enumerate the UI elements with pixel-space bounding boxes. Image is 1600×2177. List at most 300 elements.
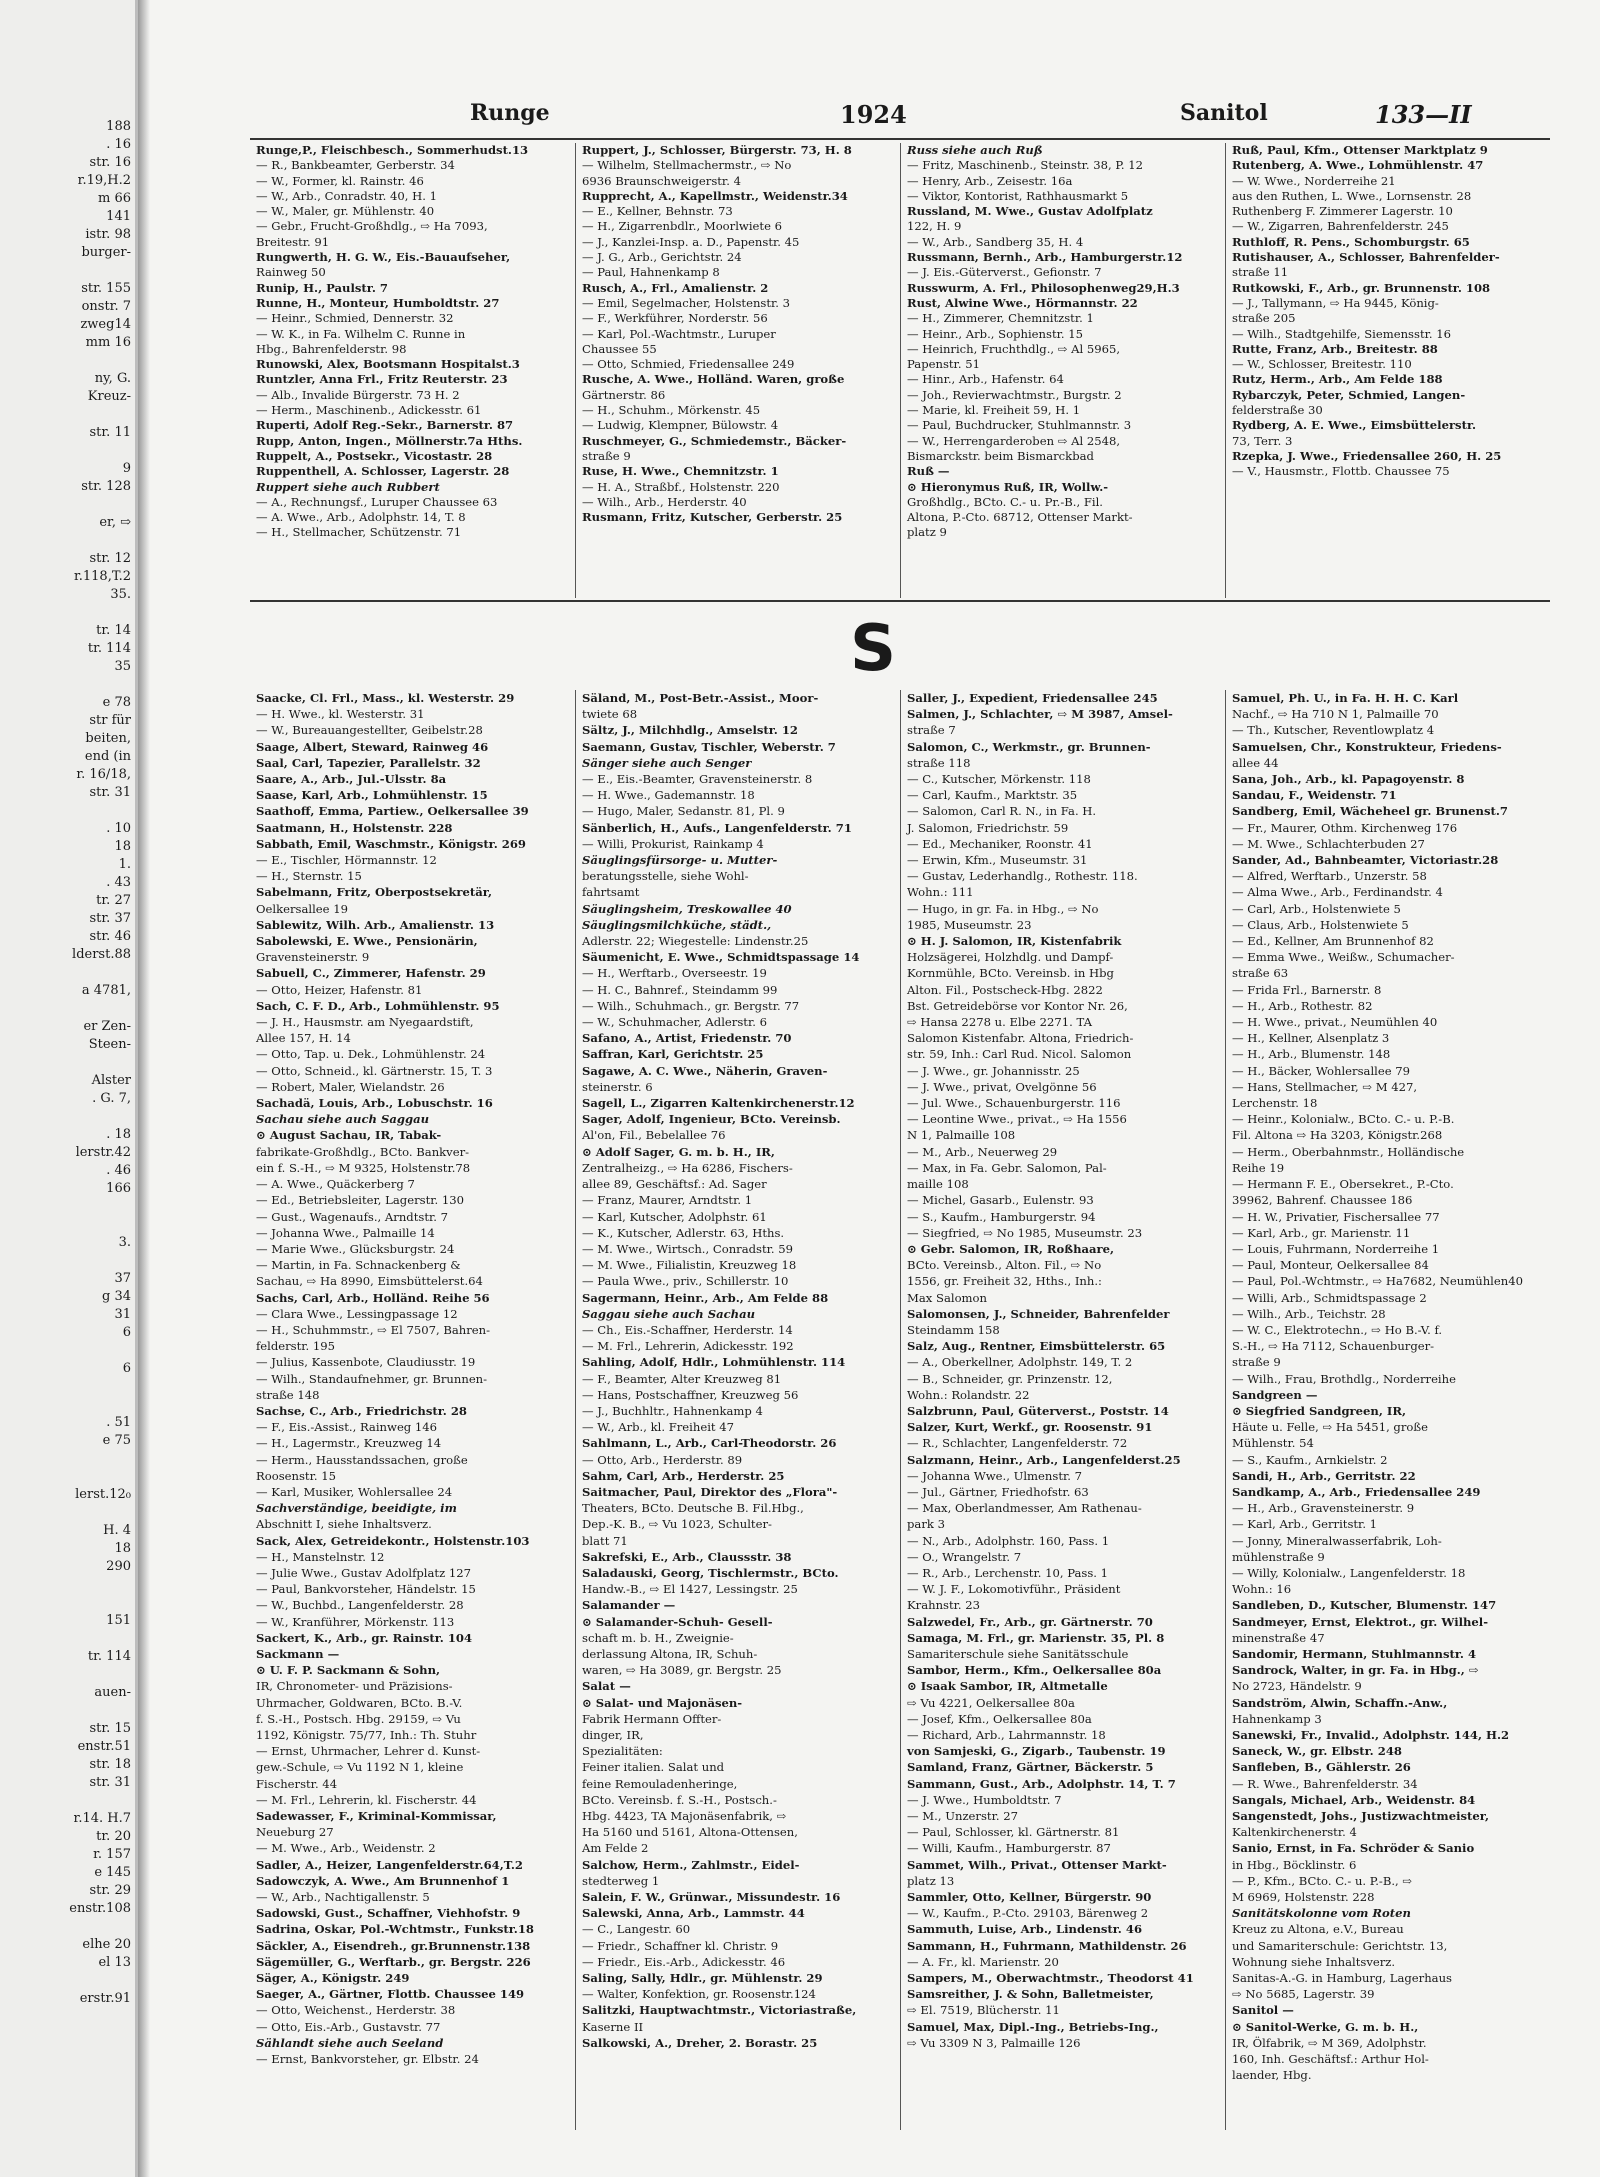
header-right-keyword: Sanitol: [1180, 100, 1268, 126]
directory-entry-line: — Carl, Arb., Holstenwiete 5: [1232, 901, 1401, 916]
directory-entry-line: Saathoff, Emma, Partiew., Oelkersallee 39: [256, 804, 529, 819]
directory-entry-line: straße 7: [907, 723, 956, 738]
directory-entry-line: Wohn.: Rolandstr. 22: [907, 1387, 1030, 1402]
directory-entry-line: — Alb., Invalide Bürgerstr. 73 H. 2: [256, 387, 460, 402]
directory-entry-line: — E., Kellner, Behnstr. 73: [582, 204, 733, 219]
directory-entry-line: Salzmann, Heinr., Arb., Langenfelderst.25: [907, 1452, 1181, 1467]
directory-entry-line: Sackmann —: [256, 1646, 340, 1661]
directory-entry-line: — Salomon, Carl R. N., in Fa. H.: [907, 804, 1097, 819]
prev-page-line: 31: [114, 1307, 131, 1322]
directory-entry-line: — Gust., Wagenaufs., Arndtstr. 7: [256, 1209, 449, 1224]
directory-entry-line: — S., Kaufm., Hamburgerstr. 94: [907, 1209, 1096, 1224]
directory-entry-line: ⊙ Gebr. Salomon, IR, Roßhaare,: [907, 1241, 1115, 1256]
directory-entry-line: Adlerstr. 22; Wiegestelle: Lindenstr.25: [582, 934, 809, 949]
directory-entry-line: ein f. S.-H., ⇨ M 9325, Holstenstr.78: [256, 1160, 471, 1175]
directory-entry-line: Sakrefski, E., Arb., Claussstr. 38: [582, 1549, 792, 1564]
directory-entry-line: — Wilh., Arb., Teichstr. 28: [1232, 1306, 1386, 1321]
prev-page-line: [0, 1252, 135, 1270]
prev-page-line: [0, 1702, 135, 1720]
directory-entry-line: Ruppenthell, A. Schlosser, Lagerstr. 28: [256, 464, 510, 479]
prev-page-line: e 75: [102, 1433, 131, 1448]
prev-page-line: 9: [122, 461, 131, 476]
prev-page-line: enstr.108: [69, 1901, 131, 1916]
directory-entry-line: Runtzler, Anna Frl., Fritz Reuterstr. 23: [256, 372, 508, 387]
directory-entry-line: Steindamm 158: [907, 1322, 1000, 1337]
prev-page-line: m 66: [97, 191, 131, 206]
prev-page-line: 37: [114, 1271, 131, 1286]
prev-page-line: [0, 604, 135, 622]
directory-entry-line: Runge,P., Fleischbesch., Sommerhudst.13: [256, 143, 529, 157]
directory-entry-line: — C., Kutscher, Mörkenstr. 118: [907, 772, 1091, 787]
directory-entry-line: — Friedr., Schaffner kl. Christr. 9: [582, 1938, 779, 1953]
prev-page-line: r. 157: [93, 1847, 131, 1862]
directory-entry-line: — Paula Wwe., priv., Schillerstr. 10: [582, 1274, 789, 1289]
directory-entry-line: — H. Wwe., privat., Neumühlen 40: [1232, 1015, 1438, 1030]
prev-page-line: [0, 1594, 135, 1612]
directory-entry-line: straße 205: [1232, 311, 1296, 326]
directory-entry-line: Am Felde 2: [582, 1841, 649, 1856]
directory-entry-line: Rutenberg, A. Wwe., Lohmühlenstr. 47: [1232, 158, 1484, 173]
directory-entry-line: — J., Tallymann, ⇨ Ha 9445, König-: [1232, 295, 1439, 310]
directory-entry-line: Nachf., ⇨ Ha 710 N 1, Palmaille 70: [1232, 707, 1439, 722]
directory-entry-line: — Siegfried, ⇨ No 1985, Museumstr. 23: [907, 1225, 1143, 1240]
directory-entry-line: Säger, A., Königstr. 249: [256, 1971, 410, 1986]
directory-entry-line: — H. A., Straßbf., Holstenstr. 220: [582, 479, 780, 494]
directory-entry-line: — Willy, Kolonialw., Langenfelderstr. 18: [1232, 1565, 1466, 1580]
directory-entry-line: ⊙ Salat- und Majonäsen-: [582, 1695, 743, 1710]
directory-entry-line: Rzepka, J. Wwe., Friedensallee 260, H. 25: [1232, 448, 1502, 463]
directory-entry-line: — W., Kranführer, Mörkenstr. 113: [256, 1614, 455, 1629]
prev-page-line: str. 37: [89, 911, 131, 926]
prev-page-line: 6: [122, 1361, 131, 1376]
directory-entry-line: N 1, Palmaille 108: [907, 1128, 1016, 1143]
prev-page-line: istr. 98: [85, 227, 131, 242]
directory-entry-line: Sangenstedt, Johs., Justizwachtmeister,: [1232, 1809, 1490, 1824]
directory-entry-line: ⇨ Vu 3309 N 3, Palmaille 126: [907, 2035, 1081, 2050]
top-entries-block: [250, 143, 1550, 598]
prev-page-line: mm 16: [85, 335, 131, 350]
directory-entry-line: — M., Unzerstr. 27: [907, 1809, 1018, 1824]
directory-entry-line: — Ed., Betriebsleiter, Lagerstr. 130: [256, 1193, 464, 1208]
prev-page-line: tr. 114: [87, 641, 131, 656]
directory-entry-line: — Alma Wwe., Arb., Ferdinandstr. 4: [1232, 885, 1443, 900]
prev-page-line: [0, 964, 135, 982]
top_columns-column-2: [575, 143, 897, 598]
directory-entry-line: Altona, P.-Cto. 68712, Ottenser Markt-: [907, 510, 1133, 525]
directory-entry-line: — Otto, Tap. u. Dek., Lohmühlenstr. 24: [256, 1047, 486, 1062]
directory-entry-line: — Th., Kutscher, Reventlowplatz 4: [1232, 723, 1435, 738]
directory-entry-line: Sagermann, Heinr., Arb., Am Felde 88: [582, 1290, 829, 1305]
prev-page-line: 3.: [118, 1235, 131, 1250]
directory-entry-line: — Heinr., Schmied, Dennerstr. 32: [256, 311, 454, 326]
directory-entry-line: 6936 Braunschweigerstr. 4: [582, 173, 741, 188]
directory-entry-line: Runowski, Alex, Bootsmann Hospitalst.3: [256, 357, 520, 372]
prev-page-line: r.14. H.7: [73, 1811, 131, 1826]
directory-entry-line: — F., Beamter, Alter Kreuzweg 81: [582, 1371, 782, 1386]
directory-entry-line: — J. Eis.-Güterverst., Gefionstr. 7: [907, 265, 1102, 280]
directory-entry-line: 1556, gr. Freiheit 32, Hths., Inh.:: [907, 1274, 1102, 1289]
directory-entry-line: — Walter, Konfektion, gr. Roosenstr.124: [582, 1987, 816, 2002]
directory-entry-line: Zentralheizg., ⇨ Ha 6286, Fischers-: [582, 1160, 793, 1175]
directory-entry-line: — P., Kfm., BCto. C.- u. P.-B., ⇨: [1232, 1873, 1413, 1888]
prev-page-line: [0, 1450, 135, 1468]
directory-entry-line: Sanitol —: [1232, 2003, 1294, 2018]
directory-entry-line: Sadrina, Oskar, Pol.-Wchtmstr., Funkstr.18: [256, 1922, 534, 1937]
prev-page-line: str. 12: [89, 551, 131, 566]
directory-entry-line: Lerchenstr. 18: [1232, 1096, 1318, 1111]
directory-entry-line: park 3: [907, 1517, 945, 1532]
directory-entry-line: — A. Wwe., Quäckerberg 7: [256, 1177, 415, 1192]
directory-entry-line: straße 9: [582, 448, 631, 463]
directory-entry-line: Salzbrunn, Paul, Güterverst., Poststr. 14: [907, 1403, 1169, 1418]
prev-page-line: 188: [106, 119, 131, 134]
directory-entry-line: — Alfred, Werftarb., Unzerstr. 58: [1232, 869, 1427, 884]
directory-entry-line: — S., Kaufm., Arnkielstr. 2: [1232, 1452, 1388, 1467]
directory-entry-line: — Carl, Kaufm., Marktstr. 35: [907, 788, 1078, 803]
prev-page-line: 290: [106, 1559, 131, 1574]
prev-page-line: 35.: [110, 587, 131, 602]
directory-entry-line: — Jul., Gärtner, Friedhofstr. 63: [907, 1484, 1089, 1499]
directory-entry-line: Rust, Alwine Wwe., Hörmannstr. 22: [907, 295, 1138, 310]
directory-entry-line: — Wilh., Frau, Brothdlg., Norderreihe: [1232, 1371, 1456, 1386]
directory-entry-line: Rupp, Anton, Ingen., Möllnerstr.7a Hths.: [256, 433, 523, 448]
prev-page-line: er, ⇨: [99, 515, 131, 530]
directory-entry-line: — Michel, Gasarb., Eulenstr. 93: [907, 1193, 1094, 1208]
directory-entry-line: — Paul, Schlosser, kl. Gärtnerstr. 81: [907, 1825, 1120, 1840]
prev-page-line: [0, 802, 135, 820]
prev-page-line: . 43: [106, 875, 131, 890]
directory-entry-line: — Wilh., Schuhmach., gr. Bergstr. 77: [582, 998, 800, 1013]
directory-entry-line: Sahlmann, L., Arb., Carl-Theodorstr. 26: [582, 1436, 837, 1451]
directory-entry-line: Wohnung siehe Inhaltsverz.: [1232, 1954, 1396, 1969]
directory-entry-line: twiete 68: [582, 707, 638, 722]
directory-entry-line: Ruppelt, A., Postsekr., Vicostastr. 28: [256, 448, 493, 463]
directory-entry-line: mühlenstraße 9: [1232, 1549, 1325, 1564]
directory-entry-line: straße 11: [1232, 265, 1289, 280]
directory-entry-line: — Claus, Arb., Holstenwiete 5: [1232, 917, 1409, 932]
directory-entry-line: — Karl, Arb., Gerritstr. 1: [1232, 1517, 1378, 1532]
directory-entry-line: Sadowczyk, A. Wwe., Am Brunnenhof 1: [256, 1873, 510, 1888]
directory-entry-line: allee 89, Geschäftsf.: Ad. Sager: [582, 1177, 767, 1192]
directory-entry-line: — O., Wrangelstr. 7: [907, 1549, 1022, 1564]
directory-entry-line: — W. J. F., Lokomotivführ., Präsident: [907, 1582, 1121, 1597]
directory-entry-line: — Otto, Weichenst., Herderstr. 38: [256, 2003, 456, 2018]
directory-entry-line: — H., Zigarrenbdlr., Moorlwiete 6: [582, 219, 782, 234]
prev-page-line: enstr.51: [77, 1739, 131, 1754]
prev-page-line: str. 46: [89, 929, 131, 944]
prev-page-line: Kreuz-: [87, 389, 131, 404]
directory-entry-line: Saneck, W., gr. Elbstr. 248: [1232, 1744, 1402, 1759]
directory-entry-line: ⇨ Vu 4221, Oelkersallee 80a: [907, 1695, 1075, 1710]
directory-entry-line: ⊙ Isaak Sambor, IR, Altmetalle: [907, 1679, 1108, 1694]
directory-entry-line: — Marie Wwe., Glücksburgstr. 24: [256, 1241, 455, 1256]
prev-page-line: [0, 352, 135, 370]
directory-entry-line: Großhdlg., BCto. C.- u. Pr.-B., Fil.: [907, 494, 1103, 509]
directory-entry-line: Ha 5160 und 5161, Altona-Ottensen,: [582, 1825, 798, 1840]
directory-entry-line: fabrikate-Großhdlg., BCto. Bankver-: [256, 1144, 470, 1159]
s_columns-column-2: [575, 690, 897, 2130]
directory-entry-line: Salkowski, A., Dreher, 2. Borastr. 25: [582, 2035, 818, 2050]
directory-entry-line: Sachau, ⇨ Ha 8990, Eimsbüttelerst.64: [256, 1274, 483, 1289]
directory-entry-line: — Wilh., Stadtgehilfe, Siemensstr. 16: [1232, 326, 1451, 341]
directory-entry-line: Sahling, Adolf, Hdlr., Lohmühlenstr. 114: [582, 1355, 846, 1370]
directory-entry-line: — Karl, Arb., gr. Marienstr. 11: [1232, 1225, 1411, 1240]
directory-entry-line: — Julius, Kassenbote, Claudiusstr. 19: [256, 1355, 476, 1370]
directory-entry-line: aus den Ruthen, L. Wwe., Lornsenstr. 28: [1232, 188, 1472, 203]
directory-entry-line: — Herm., Oberbahnmstr., Holländische: [1232, 1144, 1465, 1159]
directory-entry-line: Breitestr. 91: [256, 234, 330, 249]
directory-entry-line: Roosenstr. 15: [256, 1468, 336, 1483]
prev-page-line: . 16: [106, 137, 131, 152]
directory-entry-line: Säuglingsfürsorge- u. Mutter-: [582, 853, 778, 868]
directory-entry-line: — Paul, Monteur, Oelkersallee 84: [1232, 1258, 1429, 1273]
directory-entry-line: maille 108: [907, 1177, 969, 1192]
directory-entry-line: — Ed., Kellner, Am Brunnenhof 82: [1232, 934, 1434, 949]
directory-entry-line: Sachse, C., Arb., Friedrichstr. 28: [256, 1403, 467, 1418]
directory-entry-line: — H. Wwe., kl. Westerstr. 31: [256, 707, 425, 722]
directory-entry-line: — W., Schlosser, Breitestr. 110: [1232, 357, 1412, 372]
directory-entry-line: — H., Sternstr. 15: [256, 869, 362, 884]
prev-page-line: str für: [89, 713, 131, 728]
header-rule: [250, 138, 1550, 140]
directory-entry-line: — H., Werftarb., Overseestr. 19: [582, 966, 767, 981]
directory-entry-line: Salzer, Kurt, Werkf., gr. Roosenstr. 91: [907, 1420, 1153, 1435]
directory-entry-line: — R., Bankbeamter, Gerberstr. 34: [256, 158, 455, 173]
directory-entry-line: — Ch., Eis.-Schaffner, Herderstr. 14: [582, 1322, 793, 1337]
directory-entry-line: Bst. Getreidebörse vor Kontor Nr. 26,: [907, 998, 1128, 1013]
prev-page-line: Alster: [91, 1073, 131, 1088]
directory-entry-line: — Friedr., Eis.-Arb., Adickesstr. 46: [582, 1954, 786, 1969]
section-rule: [250, 600, 1550, 602]
directory-entry-line: — M. Frl., Lehrerin, Adickesstr. 192: [582, 1339, 794, 1354]
directory-entry-line: — Fritz, Maschinenb., Steinstr. 38, P. 12: [907, 158, 1143, 173]
directory-entry-line: — Fr., Maurer, Othm. Kirchenweg 176: [1232, 820, 1458, 835]
directory-entry-line: — Karl, Musiker, Wohlersallee 24: [256, 1484, 453, 1499]
directory-entry-line: blatt 71: [582, 1533, 628, 1548]
directory-entry-line: Sahm, Carl, Arb., Herderstr. 25: [582, 1468, 785, 1483]
directory-entry-line: — M. Wwe., Arb., Weidenstr. 2: [256, 1841, 436, 1856]
prev-page-line: 1.: [118, 857, 131, 872]
prev-page-line: er Zen-: [83, 1019, 131, 1034]
directory-entry-line: steinerstr. 6: [582, 1079, 653, 1094]
directory-entry-line: — H., Lagermstr., Kreuzweg 14: [256, 1436, 442, 1451]
prev-page-line: [0, 1378, 135, 1396]
directory-entry-line: — Otto, Eis.-Arb., Gustavstr. 77: [256, 2019, 441, 2034]
directory-entry-line: Sanio, Ernst, in Fa. Schröder & Sanio: [1232, 1841, 1475, 1856]
directory-entry-line: Salz, Aug., Rentner, Eimsbüttelerstr. 65: [907, 1339, 1166, 1354]
directory-entry-line: No 2723, Händelstr. 9: [1232, 1679, 1362, 1694]
directory-entry-line: Fil. Altona ⇨ Ha 3203, Königstr.268: [1232, 1128, 1443, 1143]
prev-page-line: [0, 676, 135, 694]
directory-entry-line: Hbg., Bahrenfelderstr. 98: [256, 341, 407, 356]
directory-entry-line: Oelkersallee 19: [256, 901, 348, 916]
directory-entry-line: Hahnenkamp 3: [1232, 1711, 1322, 1726]
directory-entry-line: Ruthenberg F. Zimmerer Lagerstr. 10: [1232, 204, 1453, 219]
directory-entry-line: Sadler, A., Heizer, Langenfelderstr.64,T.2: [256, 1857, 523, 1872]
directory-entry-line: Rusche, A. Wwe., Holländ. Waren, große: [582, 372, 845, 387]
prev-page-line: str. 11: [89, 425, 131, 440]
directory-entry-line: — W., Kaufm., P.-Cto. 29103, Bärenweg 2: [907, 1906, 1149, 1921]
directory-entry-line: — Clara Wwe., Lessingpassage 12: [256, 1306, 458, 1321]
directory-entry-line: ⊙ Adolf Sager, G. m. b. H., IR,: [582, 1144, 775, 1159]
directory-entry-line: allee 44: [1232, 755, 1279, 770]
directory-entry-line: Gravensteinerstr. 9: [256, 950, 370, 965]
directory-entry-line: — B., Schneider, gr. Prinzenstr. 12,: [907, 1371, 1113, 1386]
directory-entry-line: Saatmann, H., Holstenstr. 228: [256, 820, 453, 835]
directory-entry-line: Sandrock, Walter, in gr. Fa. in Hbg., ⇨: [1232, 1663, 1479, 1678]
directory-entry-line: — W., Arb., kl. Freiheit 47: [582, 1420, 735, 1435]
directory-entry-line: Chaussee 55: [582, 341, 657, 356]
directory-entry-line: Sana, Joh., Arb., kl. Papagoyenstr. 8: [1232, 772, 1465, 787]
directory-entry-line: ⊙ H. J. Salomon, IR, Kistenfabrik: [907, 934, 1122, 949]
directory-entry-line: Sangals, Michael, Arb., Weidenstr. 84: [1232, 1792, 1476, 1807]
prev-page-line: r. 16/18,: [76, 767, 131, 782]
directory-entry-line: — Wilhelm, Stellmachermstr., ⇨ No: [582, 158, 792, 173]
directory-entry-line: — M. Frl., Lehrerin, kl. Fischerstr. 44: [256, 1792, 477, 1807]
directory-entry-line: — A. Fr., kl. Marienstr. 20: [907, 1954, 1059, 1969]
prev-page-line: str. 16: [89, 155, 131, 170]
directory-entry-line: — J., Kanzlei-Insp. a. D., Papenstr. 45: [582, 234, 800, 249]
directory-entry-line: Kreuz zu Altona, e.V., Bureau: [1232, 1922, 1404, 1937]
directory-entry-line: Rupprecht, A., Kapellmstr., Weidenstr.34: [582, 188, 848, 203]
directory-entry-line: — C., Langestr. 60: [582, 1922, 691, 1937]
prev-page-line: [0, 532, 135, 550]
directory-entry-line: Saase, Karl, Arb., Lohmühlenstr. 15: [256, 788, 488, 803]
prev-page-line: el 13: [98, 1955, 131, 1970]
directory-entry-line: — W., Arb., Conradstr. 40, H. 1: [256, 188, 438, 203]
prev-page-line: end (in: [84, 749, 131, 764]
directory-entry-line: — F., Eis.-Assist., Rainweg 146: [256, 1420, 438, 1435]
directory-entry-line: felderstraße 30: [1232, 403, 1323, 418]
directory-entry-line: — Hans, Stellmacher, ⇨ M 427,: [1232, 1079, 1418, 1094]
directory-entry-line: — Paul, Bankvorsteher, Händelstr. 15: [256, 1582, 476, 1597]
directory-entry-line: Sandström, Alwin, Schaffn.-Anw.,: [1232, 1695, 1448, 1710]
prev-page-line: [0, 1108, 135, 1126]
directory-entry-line: — W. K., in Fa. Wilhelm C. Runne in: [256, 326, 466, 341]
directory-entry-line: schaft m. b. H., Zweignie-: [582, 1630, 734, 1645]
directory-entry-line: Sander, Ad., Bahnbeamter, Victoriastr.28: [1232, 853, 1499, 868]
directory-entry-line: Rutz, Herm., Arb., Am Felde 188: [1232, 372, 1443, 387]
directory-entry-line: ⊙ Salamander-Schuh- Gesell-: [582, 1614, 773, 1629]
directory-entry-line: Sabbath, Emil, Waschmstr., Königstr. 269: [256, 836, 526, 851]
directory-entry-line: Sänger siehe auch Senger: [582, 755, 752, 770]
top_columns-column-3: [900, 143, 1222, 598]
directory-entry-line: — Hermann F. E., Obersekret., P.-Cto.: [1232, 1177, 1454, 1192]
directory-entry-line: Krahnstr. 23: [907, 1598, 981, 1613]
directory-entry-line: — Henry, Arb., Zeisestr. 16a: [907, 173, 1073, 188]
directory-entry-line: Sandleben, D., Kutscher, Blumenstr. 147: [1232, 1598, 1497, 1613]
directory-entry-line: — N., Arb., Adolphstr. 160, Pass. 1: [907, 1533, 1110, 1548]
prev-page-line: ny, G.: [94, 371, 131, 386]
directory-entry-line: — Otto, Schneid., kl. Gärtnerstr. 15, T. 3: [256, 1063, 493, 1078]
directory-entry-line: — V., Hausmstr., Flottb. Chaussee 75: [1232, 464, 1450, 479]
directory-entry-line: Salamander —: [582, 1598, 676, 1613]
prev-page-line: r.118,T.2: [73, 569, 131, 584]
directory-entry-line: Sachs, Carl, Arb., Holländ. Reihe 56: [256, 1290, 490, 1305]
directory-entry-line: Reihe 19: [1232, 1160, 1285, 1175]
directory-entry-line: — R., Arb., Lerchenstr. 10, Pass. 1: [907, 1565, 1109, 1580]
directory-entry-line: ⇨ El. 7519, Blücherstr. 11: [907, 2003, 1060, 2018]
directory-entry-line: — Emil, Segelmacher, Holstenstr. 3: [582, 295, 791, 310]
directory-entry-line: ⇨ Hansa 2278 u. Elbe 2271. TA: [907, 1015, 1092, 1030]
prev-page-line: [0, 1396, 135, 1414]
directory-entry-line: — Louis, Fuhrmann, Norderreihe 1: [1232, 1241, 1440, 1256]
directory-entry-line: — Heinr., Kolonialw., BCto. C.- u. P.-B.: [1232, 1112, 1455, 1127]
directory-entry-line: f. S.-H., Postsch. Hbg. 29159, ⇨ Vu: [256, 1711, 461, 1726]
prev-page-line: [0, 1666, 135, 1684]
prev-page-line: onstr. 7: [81, 299, 131, 314]
directory-entry-line: — M. Wwe., Wirtsch., Conradstr. 59: [582, 1241, 794, 1256]
directory-entry-line: platz 13: [907, 1873, 955, 1888]
directory-entry-line: Ruppert, J., Schlosser, Bürgerstr. 73, H. 8: [582, 143, 852, 157]
directory-entry-line: — Johanna Wwe., Ulmenstr. 7: [907, 1468, 1082, 1483]
directory-entry-line: Säland, M., Post-Betr.-Assist., Moor-: [582, 691, 819, 705]
prev-page-line: 166: [106, 1181, 131, 1196]
prev-page-line: e 78: [102, 695, 131, 710]
directory-entry-line: Sagawe, A. C. Wwe., Näherin, Graven-: [582, 1063, 828, 1078]
directory-entry-line: Samaga, M. Frl., gr. Marienstr. 35, Pl. 8: [907, 1630, 1165, 1645]
prev-page-line: str. 29: [89, 1883, 131, 1898]
directory-entry-line: str. 59, Inh.: Carl Rud. Nicol. Salomon: [907, 1047, 1132, 1062]
previous-page-fragment: [0, 0, 138, 2177]
directory-entry-line: — J. G., Arb., Gerichtstr. 24: [582, 250, 742, 265]
directory-entry-line: Mühlenstr. 54: [1232, 1436, 1314, 1451]
directory-entry-line: — Willi, Arb., Schmidtspassage 2: [1232, 1290, 1427, 1305]
directory-entry-line: — W., Former, kl. Rainstr. 46: [256, 173, 424, 188]
directory-entry-line: Sanfleben, B., Gählerstr. 26: [1232, 1760, 1411, 1775]
prev-page-line: [0, 1972, 135, 1990]
directory-entry-line: Rutishauser, A., Schlosser, Bahrenfelder-: [1232, 250, 1500, 265]
directory-entry-line: Sammet, Wilh., Privat., Ottenser Markt-: [907, 1857, 1167, 1872]
directory-entry-line: — W., Herrengarderoben ⇨ Al 2548,: [907, 433, 1121, 448]
prev-page-line: . 51: [106, 1415, 131, 1430]
directory-entry-line: — Max, in Fa. Gebr. Salomon, Pal-: [907, 1160, 1107, 1175]
directory-entry-line: — Herm., Maschinenb., Adickesstr. 61: [256, 403, 482, 418]
directory-entry-line: — Jonny, Mineralwasserfabrik, Loh-: [1232, 1533, 1442, 1548]
directory-entry-line: Alton. Fil., Postscheck-Hbg. 2822: [907, 982, 1103, 997]
directory-entry-line: 160, Inh. Geschäftsf.: Arthur Hol-: [1232, 2052, 1429, 2067]
directory-entry-line: Samuel, Max, Dipl.-Ing., Betriebs-Ing.,: [907, 2019, 1159, 2034]
directory-entry-line: — R. Wwe., Bahrenfelderstr. 34: [1232, 1776, 1418, 1791]
prev-page-line: [0, 1000, 135, 1018]
prev-page-line: [0, 262, 135, 280]
prev-page-line: H. 4: [103, 1523, 131, 1538]
prev-page-line: str. 128: [81, 479, 131, 494]
directory-entry-line: — W., Bureauangestellter, Geibelstr.28: [256, 723, 483, 738]
prev-page-line: str. 31: [89, 785, 131, 800]
directory-entry-line: — Erwin, Kfm., Museumstr. 31: [907, 853, 1088, 868]
directory-entry-line: — J. Wwe., privat, Ovelgönne 56: [907, 1079, 1097, 1094]
directory-entry-line: Rungwerth, H. G. W., Eis.-Bauaufseher,: [256, 250, 511, 265]
directory-entry-line: — Julie Wwe., Gustav Adolfplatz 127: [256, 1565, 471, 1580]
directory-entry-line: — H., Bäcker, Wohlersallee 79: [1232, 1063, 1411, 1078]
prev-page-line: lerst.12₀: [75, 1487, 131, 1502]
prev-page-line: lerstr.42: [75, 1145, 131, 1160]
directory-entry-line: straße 9: [1232, 1355, 1281, 1370]
directory-entry-line: — W. C., Elektrotechn., ⇨ Ho B.-V. f.: [1232, 1322, 1443, 1337]
directory-entry-line: — W., Maler, gr. Mühlenstr. 40: [256, 204, 435, 219]
directory-entry-line: gew.-Schule, ⇨ Vu 1192 N 1, kleine: [256, 1760, 464, 1775]
directory-entry-line: Allee 157, H. 14: [256, 1031, 351, 1046]
directory-entry-line: Ruthloff, R. Pens., Schomburgstr. 65: [1232, 234, 1470, 249]
directory-entry-line: Rusch, A., Frl., Amalienstr. 2: [582, 280, 769, 295]
directory-entry-line: Russmann, Bernh., Arb., Hamburgerstr.12: [907, 250, 1183, 265]
directory-entry-line: platz 9: [907, 525, 947, 540]
directory-entry-line: Säckler, A., Eisendreh., gr.Brunnenstr.138: [256, 1938, 531, 1953]
directory-entry-line: — M., Arb., Neuerweg 29: [907, 1144, 1058, 1159]
directory-entry-line: Sachadä, Louis, Arb., Lobuschstr. 16: [256, 1096, 493, 1111]
prev-page-line: . 10: [106, 821, 131, 836]
